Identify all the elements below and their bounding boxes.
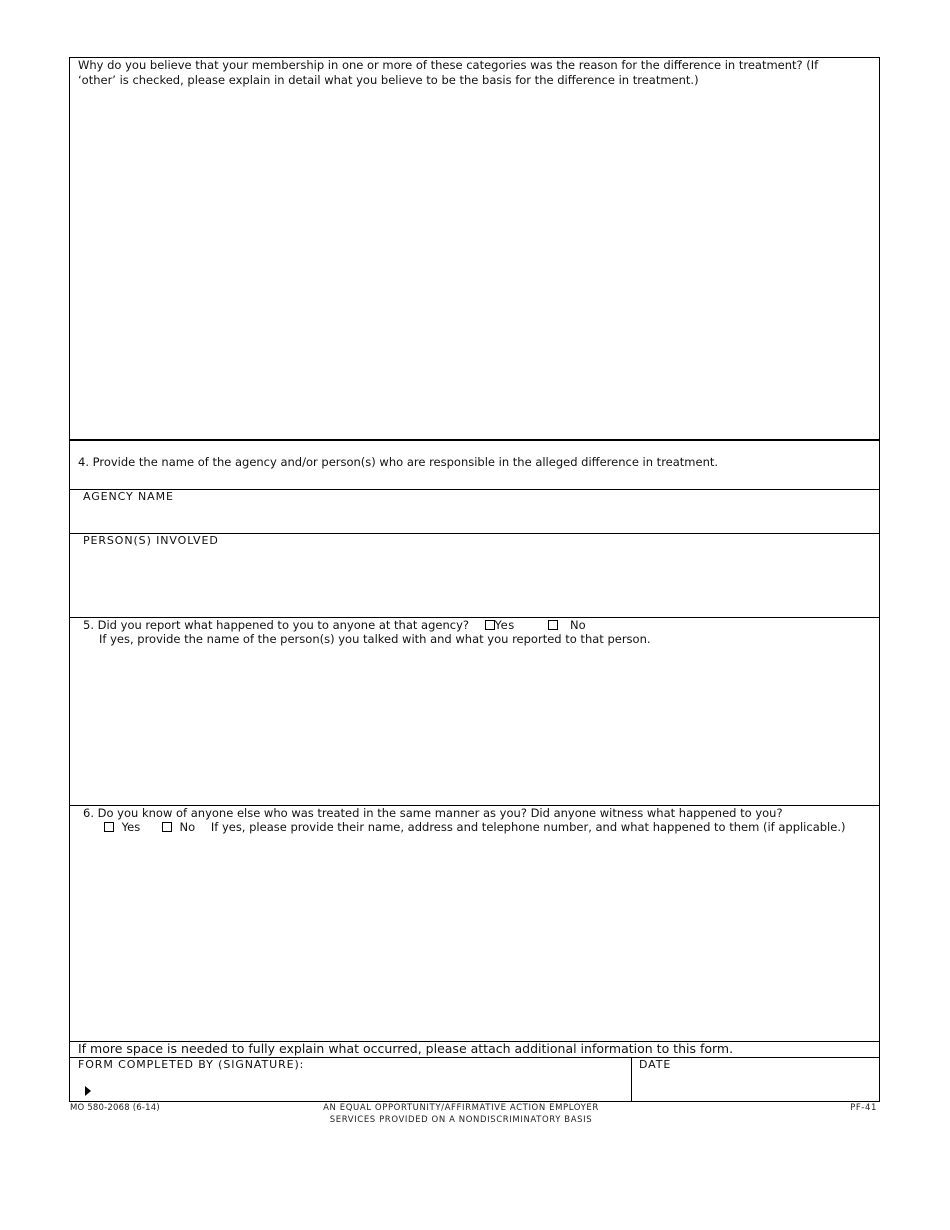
q5-answer-area[interactable] — [70, 650, 879, 805]
q5-yes-label: Yes — [494, 618, 515, 632]
form-frame — [69, 57, 880, 1102]
q6-answer-area[interactable] — [70, 838, 879, 1041]
q5-question-row — [83, 618, 586, 633]
date-label: DATE — [639, 1058, 672, 1071]
q3-section — [70, 58, 879, 439]
q6-question: 6. Do you know of anyone else who was treated in the same manner as you? Did anyone witness what happened to you? — [83, 806, 783, 820]
q6-section — [70, 806, 879, 1041]
q4-section — [70, 441, 879, 489]
q6-options-row — [104, 820, 845, 835]
q6-yes-checkbox[interactable] — [104, 822, 114, 832]
q6-no-checkbox[interactable] — [162, 822, 172, 832]
q5-no-checkbox[interactable] — [548, 620, 558, 630]
persons-involved-field[interactable] — [70, 534, 879, 617]
more-space-row — [70, 1042, 879, 1057]
page-code: PF-41 — [850, 1103, 877, 1113]
q5-section — [70, 618, 879, 805]
q6-yes-label: Yes — [121, 820, 141, 834]
q3-answer-area[interactable] — [70, 92, 879, 439]
q5-followup: If yes, provide the name of the person(s) you talked with and what you reported to that person. — [99, 632, 651, 646]
signature-field[interactable] — [70, 1058, 632, 1102]
signature-label: FORM COMPLETED BY (SIGNATURE): — [78, 1058, 305, 1071]
arrow-right-icon — [85, 1086, 91, 1096]
footer-center-line1: AN EQUAL OPPORTUNITY/AFFIRMATIVE ACTION EMPLOYER — [323, 1103, 599, 1113]
form-number: MO 580-2068 (6-14) — [70, 1103, 160, 1113]
q5-question: 5. Did you report what happened to you to anyone at that agency? — [83, 618, 469, 632]
more-space-note: If more space is needed to fully explain what occurred, please attach additional information to this form. — [78, 1041, 734, 1056]
q5-yes-checkbox[interactable] — [485, 620, 495, 630]
footer-center-line2: SERVICES PROVIDED ON A NONDISCRIMINATORY BASIS — [329, 1115, 593, 1125]
date-field[interactable] — [632, 1058, 879, 1102]
agency-name-label: AGENCY NAME — [83, 490, 174, 503]
agency-name-field[interactable] — [70, 490, 879, 533]
q5-no-label: No — [570, 618, 586, 632]
q3-question: Why do you believe that your membership in one or more of these categories was the reason for the difference in treatment? (If ‘other’ is checked, please explain in detail what you believe to be the basis for the difference in treatment.) — [78, 58, 819, 87]
persons-involved-label: PERSON(S) INVOLVED — [83, 534, 219, 547]
signature-row — [70, 1058, 879, 1102]
q4-question: 4. Provide the name of the agency and/or person(s) who are responsible in the alleged difference in treatment. — [78, 455, 719, 469]
q6-followup: If yes, please provide their name, address and telephone number, and what happened to them (if applicable.) — [210, 820, 846, 834]
q6-no-label: No — [179, 820, 196, 834]
